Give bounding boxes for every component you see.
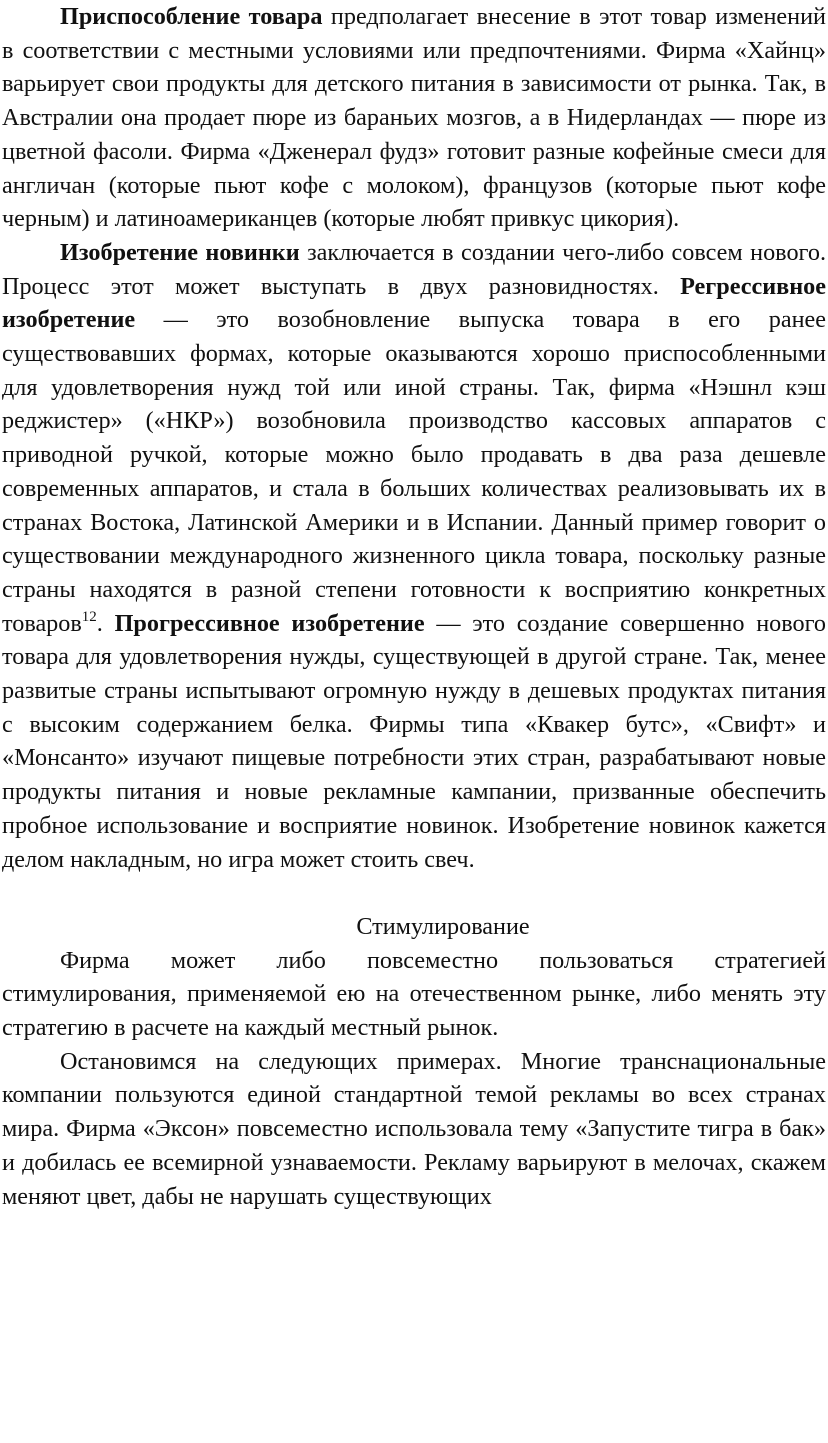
term-regressive-invention: Регрессивное изобретение bbox=[2, 272, 826, 334]
term-product-adaptation: Приспособление товара bbox=[60, 3, 323, 30]
paragraph-product-invention bbox=[2, 236, 826, 876]
paragraph-product-adaptation bbox=[2, 0, 826, 236]
paragraph-text: предполагает внесение в этот товар изменений в соответствии с местными условиями или предпочтениями. Фирма «Хайнц» варьирует свои продукты для детского питания в зависимости от рынка. Так, в Австралии она продает пюре из бараньих мозгов, а в Нидерландах — пюре из цветной фасоли. Фирма «Дженерал фудз» готовит разные кофейные смеси для англичан (которые пьют кофе с молоком), французов (которые пьют кофе черным) и латиноамериканцев (которые любят привкус цикория). bbox=[2, 3, 826, 233]
paragraph-promotion-examples: Остановимся на следующих примерах. Многие транснациональные компании пользуются единой стандартной темой рекламы во всех странах мира. Фирма «Эксон» повсеместно использовала тему «Запустите тигра в бак» и добилась ее всемирной узнаваемости. Рекламу варьируют в мелочах, скажем меняют цвет, дабы не нарушать существующих bbox=[2, 1047, 826, 1210]
paragraph-text: — это создание совершенно нового товара для удовлетворения нужды, существующей в другой стране. Так, менее развитые страны испытывают огромную нужду в дешевых продуктах питания с высоким содержанием белка. Фирмы типа «Квакер бутс», «Свифт» и «Монсанто» изучают пищевые потребности этих стран, разрабатывают новые продукты питания и новые рекламные кампании, призванные обеспечить пробное использование и восприятие новинок. Изобретение новинок кажется делом накладным, но игра может стоить свеч. bbox=[2, 609, 826, 873]
paragraph-promotion-intro: Фирма может либо повсеместно пользоваться стратегией стимулирования, применяемой ею на отечественном рынке, либо менять эту стратегию в расчете на каждый местный рынок. bbox=[2, 946, 826, 1042]
paragraph-text: . bbox=[96, 609, 115, 637]
section-heading: Стимулирование bbox=[356, 912, 530, 940]
term-progressive-invention: Прогрессивное изобретение bbox=[114, 609, 425, 637]
document-page bbox=[2, 0, 826, 1213]
paragraph-text: заключается в создании чего-либо совсем нового. Процесс этот может выступать в двух разновидностях. bbox=[2, 238, 826, 300]
paragraph-text: — это возобновление выпуска товара в его ранее существовавших формах, которые оказываются хорошо приспособленными для удовлетворения нужд той или иной страны. Так, фирма «Нэшнл кэш реджистер» («НКР») возобновила производство кассовых аппаратов с приводной ручкой, которые можно было продавать в два раза дешевле современных аппаратов, и стала в больших количествах реализовывать их в странах Востока, Латинской Америки и в Испании. Данный пример говорит о существовании международного жизненного цикла товара, поскольку разные страны находятся в разной степени готовности к восприятию конкретных товаров bbox=[2, 306, 826, 637]
footnote-marker: 12 bbox=[81, 608, 97, 625]
term-product-invention: Изобретение новинки bbox=[60, 238, 300, 266]
